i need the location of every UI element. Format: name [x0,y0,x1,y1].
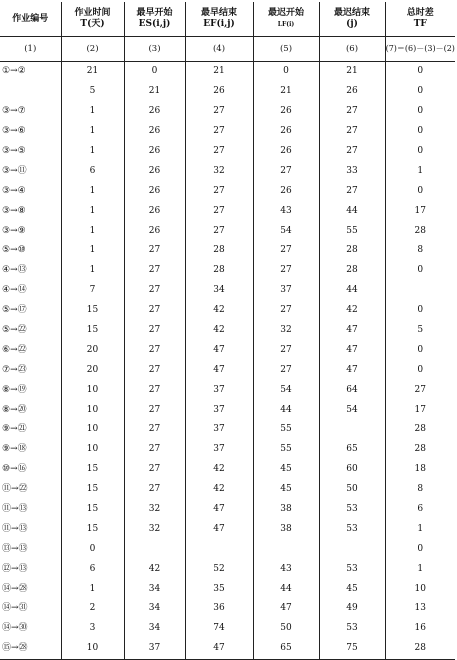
cell-activity-id: ⑦→㉓ [2,364,27,375]
cell-total-float: 0 [385,142,455,162]
cell-duration: 3 [61,619,124,639]
table-row [0,500,455,520]
table-row [0,201,455,221]
table-row [0,241,455,261]
cell-activity-id: ⑪→⑬ [2,523,28,534]
cell-early-start: 27 [124,460,185,480]
cell-activity-id: ⑧→⑲ [2,384,27,395]
cell-late-start: 26 [253,142,319,162]
index-cell: (4) [185,37,253,62]
cell-activity-id: ⑥→㉒ [2,344,27,355]
cell-activity-id: ⑫→⑬ [2,563,28,574]
cell-late-start: 26 [253,181,319,201]
table-row [0,142,455,162]
cell-total-float: 1 [385,519,455,539]
cell-activity-id: ⑬→⑬ [2,543,28,554]
cell-late-start: 0 [253,62,319,82]
cell-late-finish: 45 [319,579,385,599]
cell-early-finish: 21 [185,62,253,82]
cell-activity-id: ⑭→㉚ [2,623,28,634]
cell-late-start: 27 [253,161,319,181]
cell-activity-id: ③→⑨ [2,225,26,236]
cell-activity-id: ①→② [2,66,26,77]
cell-late-start: 45 [253,480,319,500]
cell-late-start: 55 [253,440,319,460]
table-row [0,340,455,360]
cell-late-start: 38 [253,500,319,520]
cell-duration: 0 [61,539,124,559]
cell-activity-id: ⑨→㉑ [2,424,27,435]
cell-activity-id: ④→⑬ [2,265,27,276]
cell-late-finish: 53 [319,559,385,579]
table-row [0,380,455,400]
cell-total-float: 0 [385,340,455,360]
cell-duration: 15 [61,460,124,480]
cell-total-float: 8 [385,241,455,261]
cell-early-start: 27 [124,321,185,341]
cell-early-finish: 42 [185,480,253,500]
table-row [0,62,455,82]
cell-early-start: 37 [124,639,185,659]
cell-total-float: 10 [385,579,455,599]
cell-duration: 1 [61,122,124,142]
cell-early-start: 27 [124,281,185,301]
cell-activity-id: ⑮→㉘ [0,639,61,659]
cell-late-finish: 60 [319,460,385,480]
cell-early-start: 21 [124,82,185,102]
cell-late-start: 55 [253,420,319,440]
cell-activity-id: ⑤→⑩ [2,245,26,256]
cell-early-start: 34 [124,579,185,599]
cell-late-start: 43 [253,201,319,221]
cell-early-finish: 37 [185,400,253,420]
cell-total-float: 0 [385,539,455,559]
cell-duration: 21 [61,62,124,82]
cell-activity-id: ⑧→⑳ [2,404,27,415]
table-row [0,122,455,142]
cell-early-start: 0 [124,62,185,82]
cell-late-finish: 28 [319,241,385,261]
cell-early-finish: 27 [185,201,253,221]
cell-early-start: 27 [124,360,185,380]
cell-activity-id: ⑤→⑰ [2,305,27,316]
cell-total-float [385,281,455,301]
cell-late-start: 27 [253,360,319,380]
cell-late-start: 21 [253,82,319,102]
cell-early-start: 27 [124,400,185,420]
cell-total-float: 0 [385,181,455,201]
cell-duration: 1 [61,142,124,162]
cell-late-finish: 65 [319,440,385,460]
index-cell: (6) [319,37,385,62]
table-row [0,102,455,122]
cell-early-finish: 47 [185,639,253,659]
cell-duration: 2 [61,599,124,619]
cell-late-start [253,539,319,559]
table-row [0,559,455,579]
index-cell: (7)＝(6)－(3)－(2) [385,37,455,62]
cell-total-float: 0 [385,261,455,281]
cell-early-finish: 47 [185,360,253,380]
cell-early-finish: 42 [185,321,253,341]
cell-duration: 10 [61,440,124,460]
cell-late-finish [319,539,385,559]
cell-total-float: 0 [385,122,455,142]
cell-late-start: 54 [253,380,319,400]
header-duration: 作业时间 T(天) [61,2,124,37]
cell-late-finish: 53 [319,619,385,639]
header-total-float: 总时差 TF [385,2,455,37]
cell-early-finish: 74 [185,619,253,639]
cell-late-start: 43 [253,559,319,579]
table-row [0,82,455,102]
header-early-start: 最早开始 ES(i,j) [124,2,185,37]
cell-early-finish: 35 [185,579,253,599]
table-row [0,639,455,659]
cell-early-start: 26 [124,161,185,181]
cell-late-finish: 44 [319,281,385,301]
table-row [0,440,455,460]
schedule-table [0,2,455,660]
table-row [0,420,455,440]
cell-total-float: 28 [385,440,455,460]
table-row [0,539,455,559]
header-early-finish: 最早结束 EF(i,j) [185,2,253,37]
cell-late-finish: 27 [319,102,385,122]
cell-early-start: 26 [124,122,185,142]
cell-total-float: 17 [385,400,455,420]
cell-total-float: 8 [385,480,455,500]
cell-late-finish: 53 [319,519,385,539]
cell-late-finish: 26 [319,82,385,102]
cell-activity-id: ⑭→㉘ [2,583,28,594]
cell-duration: 1 [61,102,124,122]
table-row [0,619,455,639]
cell-early-finish: 27 [185,102,253,122]
cell-early-finish: 28 [185,261,253,281]
cell-total-float: 1 [385,161,455,181]
cell-total-float: 0 [385,301,455,321]
cell-duration: 6 [61,161,124,181]
cell-duration: 1 [61,241,124,261]
cell-duration: 15 [61,480,124,500]
cell-total-float: 18 [385,460,455,480]
cell-duration: 15 [61,519,124,539]
table-row [0,221,455,241]
table-row [0,519,455,539]
table-row [0,261,455,281]
table-row [0,599,455,619]
cell-activity-id: ③→⑦ [2,106,26,117]
table-row [0,460,455,480]
cell-late-finish: 55 [319,221,385,241]
cell-late-finish: 47 [319,321,385,341]
cell-duration: 7 [61,281,124,301]
header-late-finish: 最迟结束 (j) [319,2,385,37]
cell-late-finish: 75 [319,639,385,659]
cell-late-start: 50 [253,619,319,639]
header-row [0,2,455,37]
cell-early-start: 27 [124,480,185,500]
cell-late-start: 27 [253,301,319,321]
cell-duration: 20 [61,360,124,380]
cell-activity-id: ④→⑭ [2,285,27,296]
cell-late-finish [319,420,385,440]
cell-late-finish: 49 [319,599,385,619]
cell-early-finish [185,539,253,559]
cell-total-float: 17 [385,201,455,221]
cell-duration: 1 [61,201,124,221]
cell-late-finish: 28 [319,261,385,281]
cell-total-float: 13 [385,599,455,619]
table-row [0,181,455,201]
cell-activity-id: ⑪→㉒ [2,484,28,495]
cell-early-finish: 36 [185,599,253,619]
cell-late-start: 32 [253,321,319,341]
cell-late-finish: 21 [319,62,385,82]
cell-activity-id [0,82,61,102]
cell-duration: 15 [61,321,124,341]
cell-late-start: 44 [253,400,319,420]
cell-activity-id: ③→⑧ [2,205,26,216]
cell-early-start: 27 [124,340,185,360]
cell-early-start: 26 [124,201,185,221]
table-row [0,281,455,301]
cell-early-finish: 37 [185,420,253,440]
cell-duration: 6 [61,559,124,579]
cell-total-float: 0 [385,62,455,82]
table-row [0,161,455,181]
cell-duration: 15 [61,301,124,321]
cell-duration: 10 [61,400,124,420]
cell-late-finish: 33 [319,161,385,181]
cell-late-start: 26 [253,122,319,142]
cell-total-float: 16 [385,619,455,639]
cell-early-start: 27 [124,380,185,400]
cell-late-start: 54 [253,221,319,241]
cell-early-finish: 42 [185,301,253,321]
cell-late-finish: 27 [319,122,385,142]
cell-early-finish: 42 [185,460,253,480]
cell-early-finish: 52 [185,559,253,579]
cell-early-finish: 27 [185,142,253,162]
header-late-start: 最迟开始 LF(i) [253,2,319,37]
cell-early-finish: 47 [185,500,253,520]
cell-late-finish: 47 [319,360,385,380]
cell-early-finish: 37 [185,380,253,400]
cell-duration: 1 [61,181,124,201]
cell-early-finish: 27 [185,181,253,201]
cell-early-start: 32 [124,519,185,539]
cell-duration: 10 [61,380,124,400]
cell-total-float: 28 [385,420,455,440]
cell-early-start: 27 [124,440,185,460]
cell-duration: 1 [61,221,124,241]
cell-activity-id: ⑩→⑯ [2,464,27,475]
cell-activity-id: ③→⑤ [2,146,26,156]
cell-early-start: 42 [124,559,185,579]
cell-early-finish: 32 [185,161,253,181]
table-row [0,480,455,500]
cell-duration: 1 [61,261,124,281]
cell-duration: 15 [61,500,124,520]
cell-activity-id: ⑤→㉒ [2,325,27,336]
cell-late-start: 47 [253,599,319,619]
cell-late-start: 38 [253,519,319,539]
table-row [0,360,455,380]
cell-late-start: 45 [253,460,319,480]
cell-early-start: 27 [124,301,185,321]
cell-late-finish: 27 [319,181,385,201]
cell-duration: 5 [61,82,124,102]
cell-early-start: 27 [124,261,185,281]
cell-late-finish: 47 [319,340,385,360]
cell-early-finish: 28 [185,241,253,261]
cell-activity-id: ⑪→⑬ [2,504,28,515]
cell-activity-id: ③→⑪ [2,165,27,176]
cell-late-finish: 44 [319,201,385,221]
cell-early-start [124,539,185,559]
cell-early-start: 26 [124,181,185,201]
cell-early-finish: 47 [185,340,253,360]
cell-late-start: 65 [253,639,319,659]
cell-total-float: 27 [385,380,455,400]
cell-late-start: 27 [253,261,319,281]
cell-total-float: 0 [385,102,455,122]
cell-early-start: 32 [124,500,185,520]
cell-duration: 20 [61,340,124,360]
cell-late-finish: 53 [319,500,385,520]
cell-duration: 10 [61,639,124,659]
cell-late-finish: 42 [319,301,385,321]
cell-total-float: 0 [385,360,455,380]
cell-duration: 1 [61,579,124,599]
cell-early-finish: 27 [185,221,253,241]
cell-total-float: 5 [385,321,455,341]
cell-total-float: 28 [385,221,455,241]
cell-late-start: 44 [253,579,319,599]
cell-early-finish: 47 [185,519,253,539]
cell-late-finish: 64 [319,380,385,400]
cell-duration: 10 [61,420,124,440]
cell-late-start: 37 [253,281,319,301]
cell-total-float: 1 [385,559,455,579]
cell-late-start: 27 [253,241,319,261]
cell-early-finish: 27 [185,122,253,142]
cell-total-float: 6 [385,500,455,520]
cell-activity-id: ③→⑥ [2,126,26,137]
cell-total-float: 28 [385,639,455,659]
table-row [0,400,455,420]
cell-late-finish: 50 [319,480,385,500]
index-cell: (1) [0,37,61,62]
cell-activity-id: ⑨→⑱ [2,444,27,455]
cell-early-start: 34 [124,599,185,619]
index-cell: (2) [61,37,124,62]
cell-early-start: 27 [124,420,185,440]
cell-activity-id: ③→④ [2,185,26,196]
table-row [0,301,455,321]
cell-early-start: 27 [124,241,185,261]
table-row [0,321,455,341]
cell-early-finish: 37 [185,440,253,460]
header-activity-id: 作业编号 [0,2,61,37]
index-cell: (3) [124,37,185,62]
cell-early-finish: 26 [185,82,253,102]
cell-late-start: 26 [253,102,319,122]
cell-early-start: 26 [124,102,185,122]
cell-total-float: 0 [385,82,455,102]
index-cell: (5) [253,37,319,62]
table-row [0,579,455,599]
cell-late-start: 27 [253,340,319,360]
cell-activity-id: ⑭→㉛ [2,603,28,614]
cell-late-finish: 27 [319,142,385,162]
column-index-row [0,37,455,62]
cell-early-start: 34 [124,619,185,639]
cell-early-finish: 34 [185,281,253,301]
cell-early-start: 26 [124,142,185,162]
cell-late-finish: 54 [319,400,385,420]
cell-early-start: 26 [124,221,185,241]
